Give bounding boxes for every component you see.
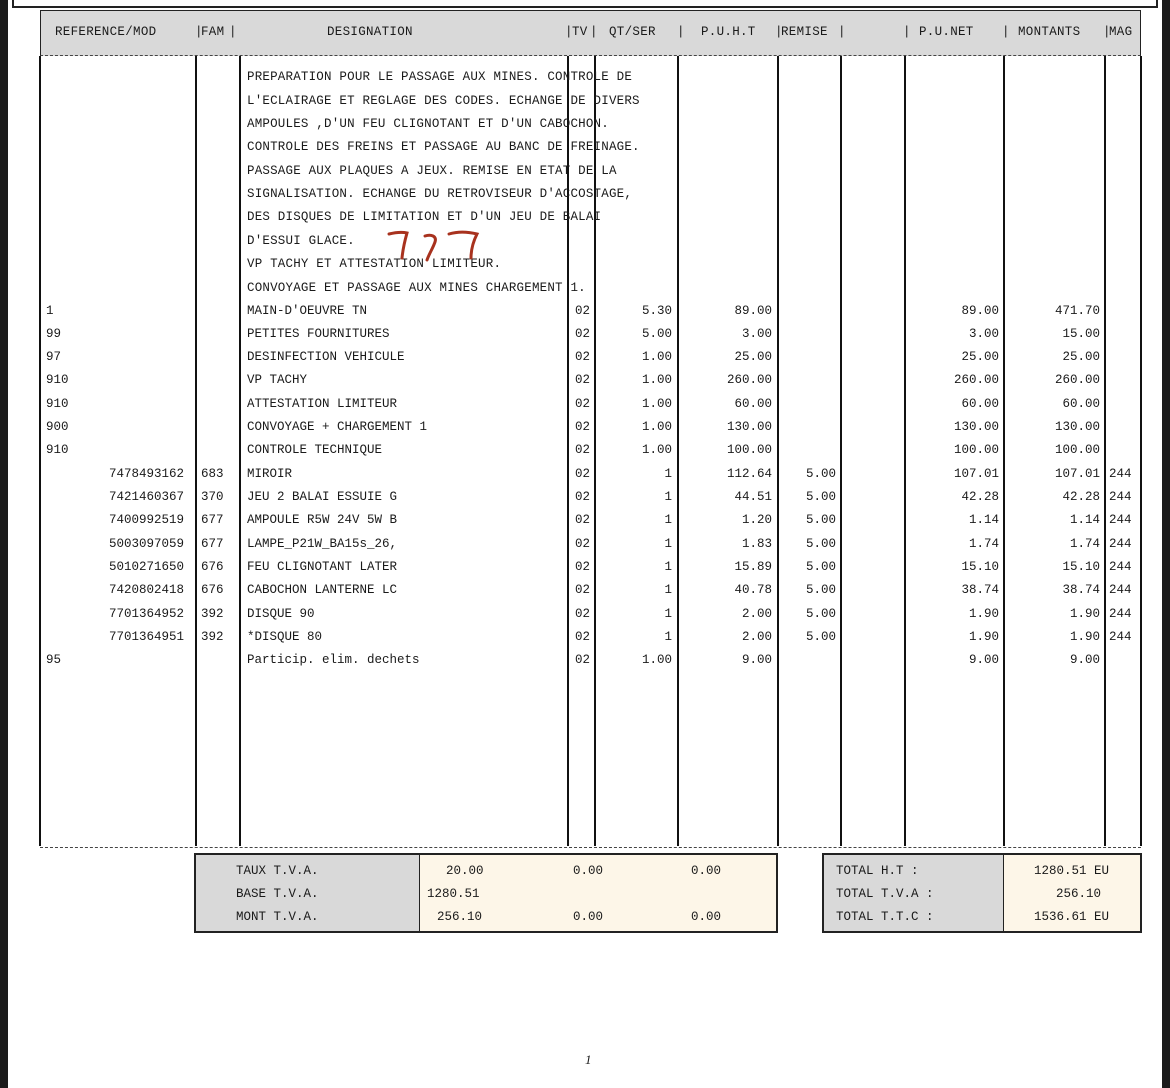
cell-tv: 02 bbox=[575, 560, 591, 574]
cell-tv: 02 bbox=[575, 397, 591, 411]
description-line: VP TACHY ET ATTESTATION LIMITEUR. bbox=[247, 257, 502, 271]
table-row bbox=[0, 420, 1170, 443]
cell-ref: 99 bbox=[46, 327, 62, 341]
cell-qt: 1 bbox=[664, 467, 672, 481]
table-row bbox=[0, 467, 1170, 490]
table-row bbox=[0, 490, 1170, 513]
cell-montant: 42.28 bbox=[1062, 490, 1100, 504]
cell-montant: 15.10 bbox=[1062, 560, 1100, 574]
vat-rate-value: 0.00 bbox=[691, 864, 722, 878]
header-sep: | bbox=[195, 25, 203, 39]
header-reference: REFERENCE/MOD bbox=[55, 25, 157, 39]
header-fam: FAM bbox=[201, 25, 225, 39]
cell-tv: 02 bbox=[575, 443, 591, 457]
header-puht: P.U.H.T bbox=[701, 25, 756, 39]
cell-tv: 02 bbox=[575, 630, 591, 644]
cell-mag: 244 bbox=[1109, 607, 1132, 621]
cell-ref-part: 7421460367 bbox=[108, 490, 184, 504]
header-sep: | bbox=[1103, 25, 1111, 39]
header-designation: DESIGNATION bbox=[327, 25, 413, 39]
cell-qt: 1 bbox=[664, 537, 672, 551]
table-row bbox=[0, 327, 1170, 350]
cell-montant: 260.00 bbox=[1054, 373, 1100, 387]
cell-punet: 260.00 bbox=[953, 373, 999, 387]
cell-mag: 244 bbox=[1109, 630, 1132, 644]
vat-rate-label: TAUX T.V.A. bbox=[236, 864, 319, 878]
cell-qt: 1.00 bbox=[641, 443, 672, 457]
cell-montant: 1.14 bbox=[1069, 513, 1100, 527]
cell-qt: 1.00 bbox=[641, 350, 672, 364]
cell-mag: 244 bbox=[1109, 513, 1132, 527]
cell-designation: DESINFECTION VEHICULE bbox=[247, 350, 405, 364]
table-row bbox=[0, 630, 1170, 653]
cell-qt: 1 bbox=[664, 630, 672, 644]
table-row bbox=[0, 443, 1170, 466]
cell-montant: 25.00 bbox=[1062, 350, 1100, 364]
cell-montant: 38.74 bbox=[1062, 583, 1100, 597]
cell-punet: 1.90 bbox=[968, 607, 999, 621]
cell-puht: 9.00 bbox=[741, 653, 772, 667]
cell-montant: 107.01 bbox=[1054, 467, 1100, 481]
header-montants: MONTANTS bbox=[1018, 25, 1081, 39]
cell-ref: 910 bbox=[46, 397, 69, 411]
cell-qt: 5.00 bbox=[641, 327, 672, 341]
cell-tv: 02 bbox=[575, 304, 591, 318]
header-sep: | bbox=[838, 25, 846, 39]
cell-qt: 1.00 bbox=[641, 373, 672, 387]
vat-base-label: BASE T.V.A. bbox=[236, 887, 319, 901]
cell-montant: 1.74 bbox=[1069, 537, 1100, 551]
cell-qt: 1 bbox=[664, 513, 672, 527]
vat-amount-label: MONT T.V.A. bbox=[236, 910, 319, 924]
previous-block-border bbox=[12, 0, 1158, 8]
header-remise: REMISE bbox=[781, 25, 828, 39]
total-tva-label: TOTAL T.V.A : bbox=[836, 887, 934, 901]
totals-summary bbox=[822, 853, 1142, 933]
header-sep: | bbox=[775, 25, 783, 39]
cell-fam: 392 bbox=[201, 630, 224, 644]
cell-ref-part: 7420802418 bbox=[108, 583, 184, 597]
cell-remise: 5.00 bbox=[805, 607, 836, 621]
vat-amount-value: 256.10 bbox=[437, 910, 483, 924]
cell-remise: 5.00 bbox=[805, 560, 836, 574]
cell-designation: ATTESTATION LIMITEUR bbox=[247, 397, 398, 411]
cell-ref: 910 bbox=[46, 373, 69, 387]
cell-fam: 677 bbox=[201, 513, 224, 527]
description-line: CONVOYAGE ET PASSAGE AUX MINES CHARGEMENT 1. bbox=[247, 281, 586, 295]
table-row bbox=[0, 560, 1170, 583]
cell-punet: 100.00 bbox=[953, 443, 999, 457]
cell-qt: 1.00 bbox=[641, 420, 672, 434]
cell-tv: 02 bbox=[575, 583, 591, 597]
table-row bbox=[0, 350, 1170, 373]
header-sep: | bbox=[590, 25, 598, 39]
total-ttc-label: TOTAL T.T.C : bbox=[836, 910, 934, 924]
vat-amount-value: 0.00 bbox=[573, 910, 604, 924]
cell-ref-part: 5010271650 bbox=[108, 560, 184, 574]
cell-ref: 1 bbox=[46, 304, 54, 318]
description-line: SIGNALISATION. ECHANGE DU RETROVISEUR D'ACCOSTAGE, bbox=[247, 187, 633, 201]
total-tva-value: 256.10 bbox=[1056, 887, 1102, 901]
cell-puht: 89.00 bbox=[734, 304, 772, 318]
cell-tv: 02 bbox=[575, 373, 591, 387]
table-row bbox=[0, 373, 1170, 396]
cell-designation: PETITES FOURNITURES bbox=[247, 327, 390, 341]
cell-ref-part: 5003097059 bbox=[108, 537, 184, 551]
cell-puht: 1.83 bbox=[741, 537, 772, 551]
cell-montant: 471.70 bbox=[1054, 304, 1100, 318]
cell-mag: 244 bbox=[1109, 490, 1132, 504]
header-sep: | bbox=[229, 25, 237, 39]
cell-designation: DISQUE 90 bbox=[247, 607, 315, 621]
handwritten-mark bbox=[385, 228, 485, 262]
table-row bbox=[0, 537, 1170, 560]
cell-tv: 02 bbox=[575, 327, 591, 341]
header-sep: | bbox=[565, 25, 573, 39]
cell-ref-part: 7478493162 bbox=[108, 467, 184, 481]
cell-qt: 1 bbox=[664, 490, 672, 504]
description-line: PREPARATION POUR LE PASSAGE AUX MINES. CONTROLE DE bbox=[247, 70, 633, 84]
total-ht-label: TOTAL H.T : bbox=[836, 864, 919, 878]
total-ttc-value: 1536.61 EU bbox=[1034, 910, 1110, 924]
cell-mag: 244 bbox=[1109, 560, 1132, 574]
cell-puht: 3.00 bbox=[741, 327, 772, 341]
cell-ref: 95 bbox=[46, 653, 62, 667]
vat-summary bbox=[194, 853, 778, 933]
cell-punet: 1.90 bbox=[968, 630, 999, 644]
cell-designation: *DISQUE 80 bbox=[247, 630, 323, 644]
cell-tv: 02 bbox=[575, 490, 591, 504]
table-row bbox=[0, 513, 1170, 536]
description-line: D'ESSUI GLACE. bbox=[247, 234, 355, 248]
total-ht-value: 1280.51 EU bbox=[1034, 864, 1110, 878]
description-line: DES DISQUES DE LIMITATION ET D'UN JEU DE BALAI bbox=[247, 210, 602, 224]
cell-punet: 60.00 bbox=[961, 397, 999, 411]
description-line: L'ECLAIRAGE ET REGLAGE DES CODES. ECHANGE DE DIVERS bbox=[247, 94, 640, 108]
header-sep: | bbox=[677, 25, 685, 39]
vat-rate-value: 0.00 bbox=[573, 864, 604, 878]
header-punet: P.U.NET bbox=[919, 25, 974, 39]
cell-designation: AMPOULE R5W 24V 5W B bbox=[247, 513, 398, 527]
header-sep: | bbox=[1002, 25, 1010, 39]
cell-mag: 244 bbox=[1109, 537, 1132, 551]
cell-designation: MIROIR bbox=[247, 467, 293, 481]
cell-ref-part: 7701364951 bbox=[108, 630, 184, 644]
cell-designation: CONVOYAGE + CHARGEMENT 1 bbox=[247, 420, 428, 434]
cell-tv: 02 bbox=[575, 350, 591, 364]
cell-qt: 1 bbox=[664, 560, 672, 574]
cell-fam: 676 bbox=[201, 583, 224, 597]
cell-fam: 392 bbox=[201, 607, 224, 621]
cell-tv: 02 bbox=[575, 513, 591, 527]
cell-punet: 130.00 bbox=[953, 420, 999, 434]
cell-puht: 40.78 bbox=[734, 583, 772, 597]
cell-remise: 5.00 bbox=[805, 490, 836, 504]
cell-punet: 9.00 bbox=[968, 653, 999, 667]
cell-punet: 89.00 bbox=[961, 304, 999, 318]
cell-puht: 2.00 bbox=[741, 630, 772, 644]
cell-puht: 2.00 bbox=[741, 607, 772, 621]
cell-tv: 02 bbox=[575, 607, 591, 621]
cell-ref: 910 bbox=[46, 443, 69, 457]
cell-designation: CABOCHON LANTERNE LC bbox=[247, 583, 398, 597]
cell-mag: 244 bbox=[1109, 583, 1132, 597]
cell-qt: 1 bbox=[664, 607, 672, 621]
cell-montant: 100.00 bbox=[1054, 443, 1100, 457]
cell-remise: 5.00 bbox=[805, 630, 836, 644]
cell-puht: 60.00 bbox=[734, 397, 772, 411]
cell-puht: 25.00 bbox=[734, 350, 772, 364]
cell-puht: 260.00 bbox=[726, 373, 772, 387]
cell-fam: 677 bbox=[201, 537, 224, 551]
cell-ref: 97 bbox=[46, 350, 62, 364]
vat-amount-value: 0.00 bbox=[691, 910, 722, 924]
cell-ref-part: 7701364952 bbox=[108, 607, 184, 621]
cell-puht: 112.64 bbox=[726, 467, 772, 481]
cell-remise: 5.00 bbox=[805, 583, 836, 597]
cell-designation: Particip. elim. dechets bbox=[247, 653, 420, 667]
header-qt: QT/SER bbox=[609, 25, 656, 39]
cell-ref-part: 7400992519 bbox=[108, 513, 184, 527]
cell-montant: 130.00 bbox=[1054, 420, 1100, 434]
table-row bbox=[0, 304, 1170, 327]
cell-montant: 9.00 bbox=[1069, 653, 1100, 667]
cell-montant: 60.00 bbox=[1062, 397, 1100, 411]
cell-remise: 5.00 bbox=[805, 537, 836, 551]
cell-designation: CONTROLE TECHNIQUE bbox=[247, 443, 383, 457]
table-row bbox=[0, 397, 1170, 420]
cell-qt: 1.00 bbox=[641, 397, 672, 411]
cell-fam: 676 bbox=[201, 560, 224, 574]
cell-punet: 38.74 bbox=[961, 583, 999, 597]
cell-qt: 1.00 bbox=[641, 653, 672, 667]
cell-mag: 244 bbox=[1109, 467, 1132, 481]
cell-punet: 1.14 bbox=[968, 513, 999, 527]
cell-qt: 5.30 bbox=[641, 304, 672, 318]
cell-fam: 683 bbox=[201, 467, 224, 481]
table-row bbox=[0, 653, 1170, 676]
cell-designation: JEU 2 BALAI ESSUIE G bbox=[247, 490, 398, 504]
cell-puht: 130.00 bbox=[726, 420, 772, 434]
cell-punet: 42.28 bbox=[961, 490, 999, 504]
cell-designation: LAMPE_P21W_BA15s_26, bbox=[247, 537, 398, 551]
description-line: AMPOULES ,D'UN FEU CLIGNOTANT ET D'UN CABOCHON. bbox=[247, 117, 609, 131]
cell-punet: 25.00 bbox=[961, 350, 999, 364]
cell-punet: 1.74 bbox=[968, 537, 999, 551]
cell-punet: 3.00 bbox=[968, 327, 999, 341]
cell-ref: 900 bbox=[46, 420, 69, 434]
cell-puht: 44.51 bbox=[734, 490, 772, 504]
cell-montant: 1.90 bbox=[1069, 630, 1100, 644]
cell-tv: 02 bbox=[575, 467, 591, 481]
header-sep: | bbox=[903, 25, 911, 39]
cell-punet: 15.10 bbox=[961, 560, 999, 574]
cell-designation: VP TACHY bbox=[247, 373, 308, 387]
cell-puht: 100.00 bbox=[726, 443, 772, 457]
cell-fam: 370 bbox=[201, 490, 224, 504]
cell-puht: 15.89 bbox=[734, 560, 772, 574]
cell-designation: FEU CLIGNOTANT LATER bbox=[247, 560, 398, 574]
cell-remise: 5.00 bbox=[805, 467, 836, 481]
page-number: 1 bbox=[585, 1052, 592, 1067]
cell-tv: 02 bbox=[575, 420, 591, 434]
cell-qt: 1 bbox=[664, 583, 672, 597]
description-line: CONTROLE DES FREINS ET PASSAGE AU BANC DE FREINAGE. bbox=[247, 140, 640, 154]
cell-designation: MAIN-D'OEUVRE TN bbox=[247, 304, 368, 318]
header-mag: MAG bbox=[1109, 25, 1133, 39]
table-row bbox=[0, 583, 1170, 606]
cell-montant: 15.00 bbox=[1062, 327, 1100, 341]
description-line: PASSAGE AUX PLAQUES A JEUX. REMISE EN ETAT DE LA bbox=[247, 164, 617, 178]
cell-montant: 1.90 bbox=[1069, 607, 1100, 621]
cell-puht: 1.20 bbox=[741, 513, 772, 527]
table-header bbox=[40, 10, 1141, 56]
cell-tv: 02 bbox=[575, 537, 591, 551]
vat-base-value: 1280.51 bbox=[427, 887, 480, 901]
header-tv: TV bbox=[572, 25, 588, 39]
cell-remise: 5.00 bbox=[805, 513, 836, 527]
vat-rate-value: 20.00 bbox=[446, 864, 484, 878]
cell-punet: 107.01 bbox=[953, 467, 999, 481]
table-row bbox=[0, 607, 1170, 630]
cell-tv: 02 bbox=[575, 653, 591, 667]
